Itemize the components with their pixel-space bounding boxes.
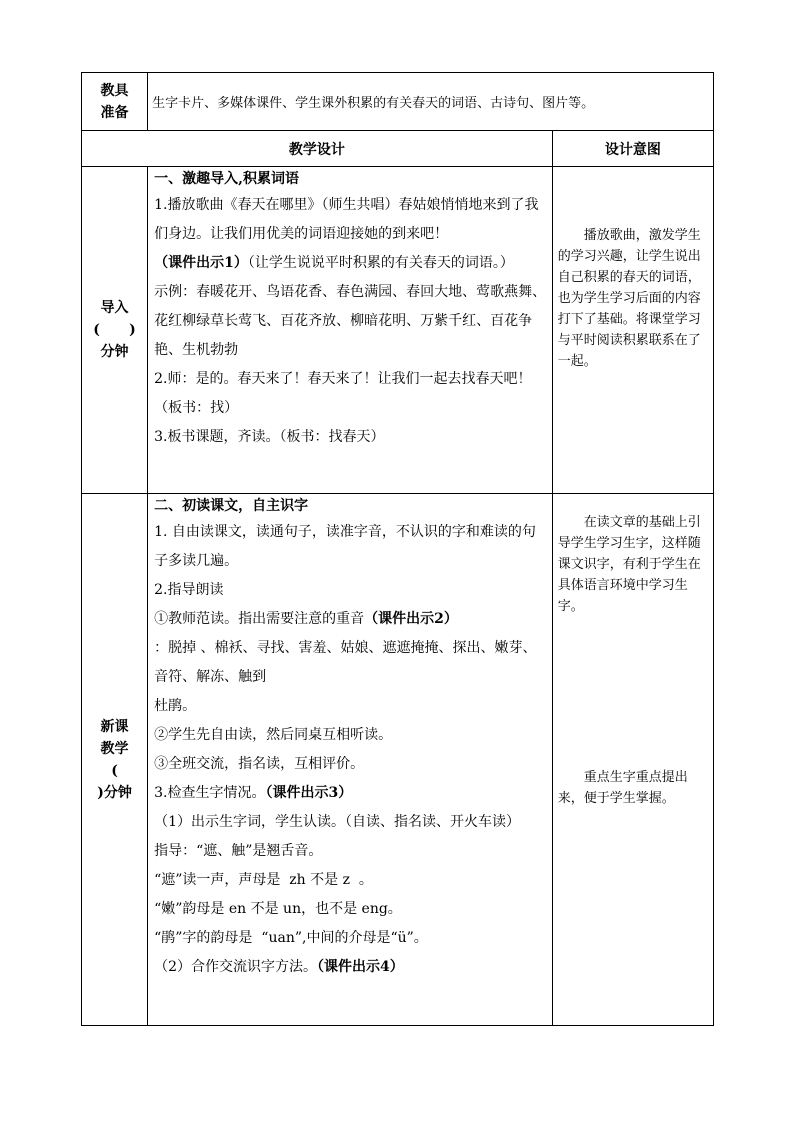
- intent-header: 设计意图: [552, 131, 713, 167]
- prep-row: [82, 73, 714, 131]
- newlesson-paragraph: 2.指导朗读: [154, 582, 224, 598]
- intro-intent: 播放歌曲，激发学生的学习兴趣，让学生说出自己积累的春天的词语，也为学生学习后面的内容打下了基础。将课堂学习与平时阅读积累联系在了一起。: [552, 167, 713, 494]
- intro-content: [148, 167, 553, 494]
- newlesson-paragraph: （2）合作交流识字方法。（课件出示4）: [154, 959, 404, 975]
- newlesson-content: [148, 494, 553, 1026]
- intro-paragraph: 示例：春暖花开、鸟语花香、春色满园、春回大地、莺歌燕舞、花红柳绿草长莺飞、百花齐放、柳暗花明、万紫千红、百花争艳、生机勃勃: [154, 284, 547, 358]
- newlesson-paragraph: ：脱掉 、棉袄、寻找、害羞、姑娘、遮遮掩掩、探出、嫩芽、音符、解冻、触到: [154, 640, 537, 685]
- newlesson-paragraph: “遮”读一声，声母是 zh 不是 z 。: [154, 872, 373, 888]
- newlesson-paragraph: 3.检查生字情况。（课件出示3）: [154, 785, 353, 801]
- newlesson-paragraph: （1）出示生字词，学生认读。（自读、指名读、开火车读）: [154, 814, 520, 830]
- design-header: 教学设计: [82, 131, 553, 167]
- newlesson-paragraph: “鹃”字的韵母是 “uan”,中间的介母是“ü”。: [154, 930, 428, 946]
- newlesson-paragraph: 杜鹃。: [154, 698, 197, 714]
- prep-label: 教具 准备: [82, 73, 148, 131]
- intro-label: 导入 ( ) 分钟: [82, 167, 148, 494]
- intro-row: [82, 167, 714, 494]
- prep-text: 生字卡片、多媒体课件、学生课外积累的有关春天的词语、古诗句、图片等。: [148, 73, 714, 131]
- newlesson-section-title: 二、初读课文，自主识字: [154, 498, 309, 514]
- newlesson-paragraph: ③全班交流，指名读，互相评价。: [154, 756, 365, 772]
- newlesson-paragraph: ①教师范读。指出需要注意的重音（课件出示2）: [154, 611, 458, 627]
- intro-paragraph: 2.师：是的。春天来了！春天来了！让我们一起去找春天吧！（板书：找）: [154, 371, 532, 416]
- intro-paragraph: （课件出示1）（让学生说说平时积累的有关春天的词语。）: [154, 255, 514, 271]
- header-row: [82, 131, 714, 167]
- newlesson-label: 新课 教学 ( )分钟: [82, 494, 148, 1026]
- intro-paragraph: 1.播放歌曲《春天在哪里》（师生共唱）春姑娘悄悄地来到了我们身边。让我们用优美的词语迎接她的到来吧！: [154, 197, 539, 242]
- intro-paragraph: 3.板书课题，齐读。（板书：找春天）: [154, 429, 385, 445]
- newlesson-row: [82, 494, 714, 1026]
- newlesson-paragraph: 指导：“遮、触”是翘舌音。: [154, 843, 323, 859]
- newlesson-paragraph: ②学生先自由读，然后同桌互相听读。: [154, 727, 393, 743]
- newlesson-paragraph: “嫩”韵母是 en 不是 un，也不是 eng。: [154, 901, 402, 917]
- newlesson-paragraph: 1. 自由读课文，读通句子，读准字音，不认识的字和难读的句子多读几遍。: [154, 524, 536, 569]
- lesson-plan-table: [81, 72, 714, 1026]
- newlesson-intent: 在读文章的基础上引导学生学习生字，这样随课文识字，有利于学生在具体语言环境中学习生字。 重点生字重点提出来，便于学生掌握。: [552, 494, 713, 1026]
- intro-section-title: 一、激趣导入,积累词语: [154, 171, 299, 187]
